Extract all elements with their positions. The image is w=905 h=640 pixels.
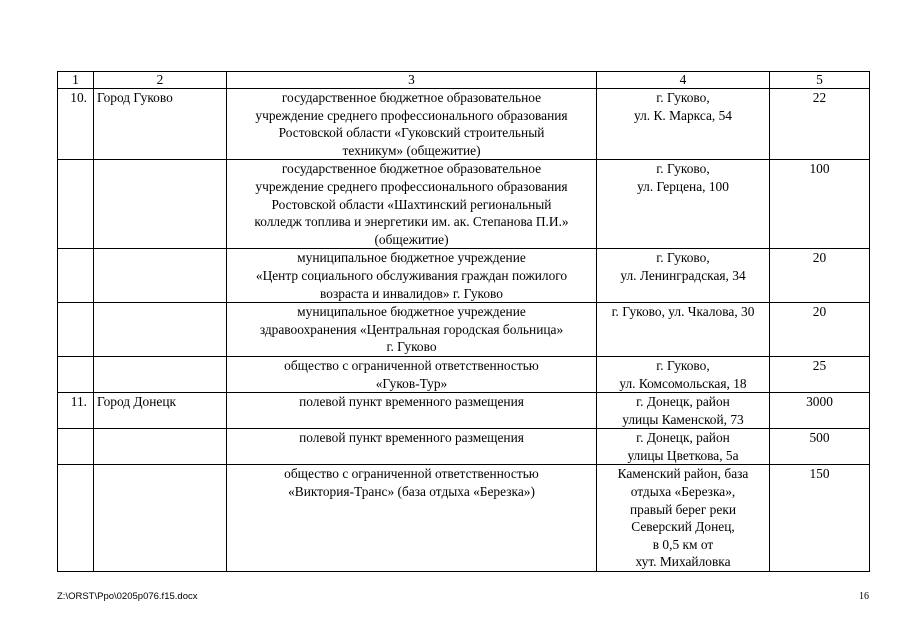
address-cell (597, 249, 770, 303)
address-line: г. Гуково, ул. Чкалова, 30 (611, 304, 755, 320)
address-line: улицы Каменской, 73 (622, 411, 744, 427)
organization-line: учреждение среднего профессионального образования (255, 107, 568, 123)
row-number-cell: 11. (58, 393, 94, 429)
organization-line: Ростовской области «Шахтинский региональный (271, 196, 552, 212)
organization-cell (227, 160, 597, 249)
address-line: ул. К. Маркса, 54 (634, 107, 732, 123)
address-line: хут. Михайловка (635, 554, 731, 570)
table-row (58, 303, 870, 357)
footer-file-path: Z:\ORST\Ppo\0205p076.f15.docx (57, 591, 198, 602)
city-cell (94, 160, 227, 249)
address-line: г. Гуково, (656, 90, 710, 105)
address-line: улицы Цветкова, 5а (627, 447, 739, 463)
address-cell (597, 89, 770, 160)
table-row (58, 89, 870, 160)
address-line: Северский Донец, (631, 519, 735, 535)
organization-line: государственное бюджетное образовательное (281, 161, 542, 177)
city-cell: Город Донецк (94, 393, 227, 429)
row-number-cell (58, 249, 94, 303)
organization-cell (227, 303, 597, 357)
shelter-table (57, 71, 870, 572)
organization-line: здравоохранения «Центральная городская больница» (259, 321, 564, 337)
address-line: отдыха «Березка», (630, 484, 736, 500)
capacity-cell: 3000 (770, 393, 870, 429)
row-number-cell (58, 160, 94, 249)
city-cell (94, 249, 227, 303)
page-number: 16 (859, 591, 869, 602)
organization-line: полевой пункт временного размещения (299, 430, 524, 446)
header-cell-4: 4 (597, 72, 770, 89)
organization-line: колледж топлива и энергетики им. ак. Степанова П.И.» (254, 214, 569, 230)
organization-line: Ростовской области «Гуковский строительный (278, 125, 545, 141)
address-line: ул. Герцена, 100 (637, 178, 729, 194)
organization-line: «Виктория-Транс» (база отдыха «Березка») (288, 484, 535, 500)
address-line: г. Гуково, (656, 357, 710, 373)
address-line: ул. Комсомольская, 18 (619, 375, 747, 391)
address-cell (597, 356, 770, 392)
address-cell (597, 303, 770, 357)
organization-line: государственное бюджетное образовательное (281, 90, 542, 105)
table-row (58, 160, 870, 249)
organization-line: учреждение среднего профессионального образования (255, 178, 568, 194)
row-number-cell (58, 465, 94, 572)
address-line: правый берег реки (629, 501, 736, 517)
header-cell-5: 5 (770, 72, 870, 89)
header-cell-2: 2 (94, 72, 227, 89)
organization-line: «Центр социального обслуживания граждан пожилого (255, 267, 568, 283)
city-cell: Город Гуково (94, 89, 227, 160)
city-cell (94, 429, 227, 465)
row-number-cell (58, 356, 94, 392)
organization-line: возраста и инвалидов» г. Гуково (320, 285, 503, 301)
address-line: г. Донецк, район (636, 394, 730, 410)
organization-cell (227, 465, 597, 572)
address-line: ул. Ленинградская, 34 (620, 267, 746, 283)
header-cell-1: 1 (58, 72, 94, 89)
row-number-cell (58, 429, 94, 465)
table-row (58, 429, 870, 465)
capacity-cell: 500 (770, 429, 870, 465)
capacity-cell: 100 (770, 160, 870, 249)
organization-line: полевой пункт временного размещения (299, 394, 524, 410)
address-line: в 0,5 км от (652, 536, 714, 552)
table-row (58, 249, 870, 303)
organization-cell (227, 356, 597, 392)
organization-line: общество с ограниченной ответственностью (284, 466, 539, 482)
row-number-cell: 10. (58, 89, 94, 160)
organization-line: общество с ограниченной ответственностью (284, 357, 539, 373)
organization-cell (227, 393, 597, 429)
table-row (58, 393, 870, 429)
address-line: г. Гуково, (656, 250, 710, 266)
city-cell (94, 303, 227, 357)
organization-cell (227, 429, 597, 465)
address-line: г. Гуково, (656, 161, 710, 177)
organization-line: муниципальное бюджетное учреждение (297, 304, 526, 320)
address-cell (597, 393, 770, 429)
table-row (58, 465, 870, 572)
organization-cell (227, 249, 597, 303)
table-body (58, 72, 870, 572)
address-cell (597, 429, 770, 465)
organization-line: г. Гуково (386, 339, 437, 355)
address-line: Каменский район, база (617, 466, 749, 482)
organization-line: (общежитие) (374, 231, 449, 247)
address-cell (597, 465, 770, 572)
organization-line: «Гуков-Тур» (375, 375, 448, 391)
header-cell-3: 3 (227, 72, 597, 89)
city-cell (94, 465, 227, 572)
address-cell (597, 160, 770, 249)
organization-line: техникум» (общежитие) (342, 142, 481, 158)
address-line: г. Донецк, район (636, 430, 730, 446)
capacity-cell: 22 (770, 89, 870, 160)
table-row (58, 356, 870, 392)
capacity-cell: 20 (770, 303, 870, 357)
capacity-cell: 25 (770, 356, 870, 392)
capacity-cell: 150 (770, 465, 870, 572)
city-cell (94, 356, 227, 392)
organization-cell (227, 89, 597, 160)
row-number-cell (58, 303, 94, 357)
header-row (58, 72, 870, 89)
capacity-cell: 20 (770, 249, 870, 303)
organization-line: муниципальное бюджетное учреждение (297, 250, 526, 266)
